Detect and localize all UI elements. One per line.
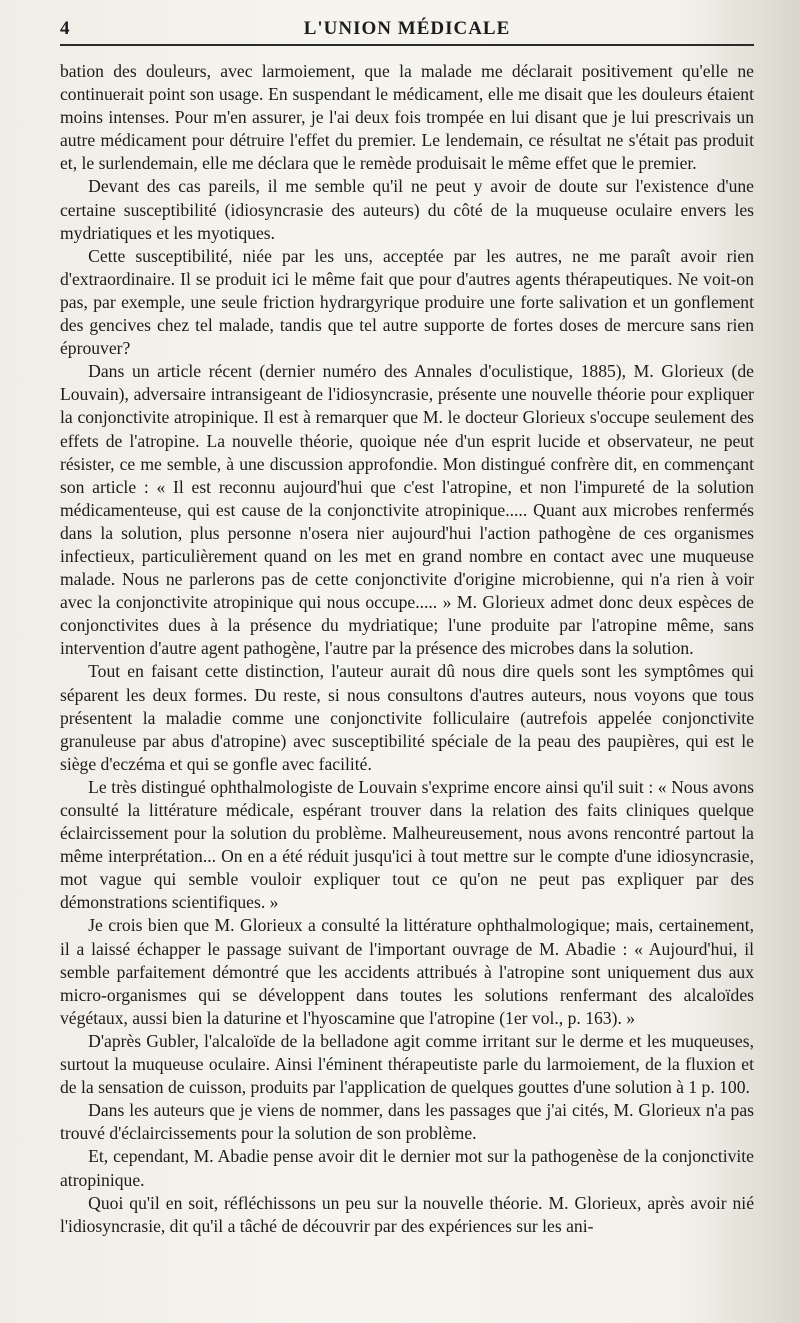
- paragraph: Cette susceptibilité, niée par les uns, acceptée par les autres, ne me paraît avoir rien d'extraordinaire. Il se produit ici le même fait que pour d'autres agents thérapeutiques. Ne voit-on pas, par exemple, une seule friction hydrargyrique produire une forte salivation et un gonflement des gencives chez tel malade, tandis que tel autre supporte de fortes doses de mercure sans rien éprouver?: [60, 245, 754, 359]
- paragraph: Le très distingué ophthalmologiste de Louvain s'exprime encore ainsi qu'il suit : « Nous avons consulté la littérature médicale, espérant trouver dans la relation des faits cliniques quelque éclaircissement pour la solution du problème. Malheureusement, nous avons rencontré partout la même interprétation... On en a été réduit jusqu'ici à tout mettre sur le compte d'une idiosyncrasie, mot vague qui semble vouloir expliquer tout ce qu'on ne peut pas expliquer par des démonstrations scientifiques. »: [60, 776, 754, 913]
- paragraph: Dans les auteurs que je viens de nommer, dans les passages que j'ai cités, M. Glorieux n'a pas trouvé d'éclaircissements pour la solution de son problème.: [60, 1100, 754, 1144]
- paragraph: bation des douleurs, avec larmoiement, que la malade me déclarait positivement qu'elle ne continuerait point son usage. En suspendant le médicament, elle me disait que les douleurs étaient moins intenses. Pour m'en assurer, je l'ai deux fois trompée en lui disant que je lui prescrivais un autre médicament pour détruire l'effet du premier. Le lendemain, ce résultat ne s'était pas produit et, le surlendemain, elle me déclara que le remède produisait le même effet que le premier.: [60, 61, 754, 174]
- paragraph: Je crois bien que M. Glorieux a consulté la littérature ophthalmologique; mais, certainement, il a laissé échapper le passage suivant de l'important ouvrage de M. Abadie : « Aujourd'hui, il semble parfaitement démontré que les accidents attribués à l'atropine sont uniquement dus aux micro-organismes qui se développent dans toutes les solutions renfermant des alcaloïdes végétaux, aussi bien la daturine et l'hyoscamine que l'atropine (1er vol., p. 163). »: [60, 915, 754, 1028]
- article-body: [60, 60, 754, 1238]
- paragraph: Et, cependant, M. Abadie pense avoir dit le dernier mot sur la pathogenèse de la conjonctivite atropinique.: [60, 1146, 754, 1190]
- paragraph: Tout en faisant cette distinction, l'auteur aurait dû nous dire quels sont les symptômes qui séparent les deux formes. Du reste, si nous consultons d'autres auteurs, nous voyons que tous présentent la maladie comme une conjonctivite folliculaire (autrefois appelée conjonctivite granuleuse par abus d'atropine) avec susceptibilité spéciale de la peau des paupières, qui est le siège d'eczéma et qui se gonfle avec facilité.: [60, 661, 754, 774]
- page-number: 4: [60, 18, 70, 39]
- paragraph: Dans un article récent (dernier numéro des Annales d'oculistique, 1885), M. Glorieux (de Louvain), adversaire intransigeant de l'idiosyncrasie, présente une nouvelle théorie pour expliquer la conjonctivite atropinique. Il est à remarquer que M. le docteur Glorieux s'occupe seulement des effets de l'atropine. La nouvelle théorie, quoique née d'un esprit lucide et observateur, ne peut résister, ce me semble, à une discussion approfondie. Mon distingué confrère dit, en commençant son article : « Il est reconnu aujourd'hui que c'est l'atropine, et non l'impureté de la solution médicamenteuse, qui est cause de la conjonctivite atropinique..... Quant aux microbes renfermés dans la solution, plus personne n'osera nier aujourd'hui l'action pathogène de ces organismes infectieux, particulièrement quand on les met en grand nombre en contact avec une muqueuse malade. Nous ne parlerons pas de cette conjonctivite d'origine microbienne, qui n'a rien à voir avec la conjonctivite atropinique qui nous occupe..... » M. Glorieux admet donc deux espèces de conjonctivites dues à la présence du mydriatique; l'une produite par l'atropine même, sans intervention d'autre agent pathogène, l'autre par la présence des microbes dans la solution.: [60, 361, 754, 659]
- running-title: L'UNION MÉDICALE: [303, 18, 511, 39]
- paragraph: Devant des cas pareils, il me semble qu'il ne peut y avoir de doute sur l'existence d'une certaine susceptibilité (idiosyncrasie des auteurs) du côté de la muqueuse oculaire envers les mydriatiques et les myotiques.: [60, 176, 754, 243]
- page-header: [60, 0, 754, 46]
- paragraph: D'après Gubler, l'alcaloïde de la belladone agit comme irritant sur le derme et les muqueuses, surtout la muqueuse oculaire. Ainsi l'éminent thérapeutiste parle du larmoiement, de la fluxion et de la sensation de cuisson, produits par l'application de quelques gouttes d'une solution à 1 p. 100.: [60, 1030, 754, 1098]
- paragraph: Quoi qu'il en soit, réfléchissons un peu sur la nouvelle théorie. M. Glorieux, après avoir nié l'idiosyncrasie, dit qu'il a tâché de découvrir par des expériences sur les ani-: [60, 1192, 754, 1236]
